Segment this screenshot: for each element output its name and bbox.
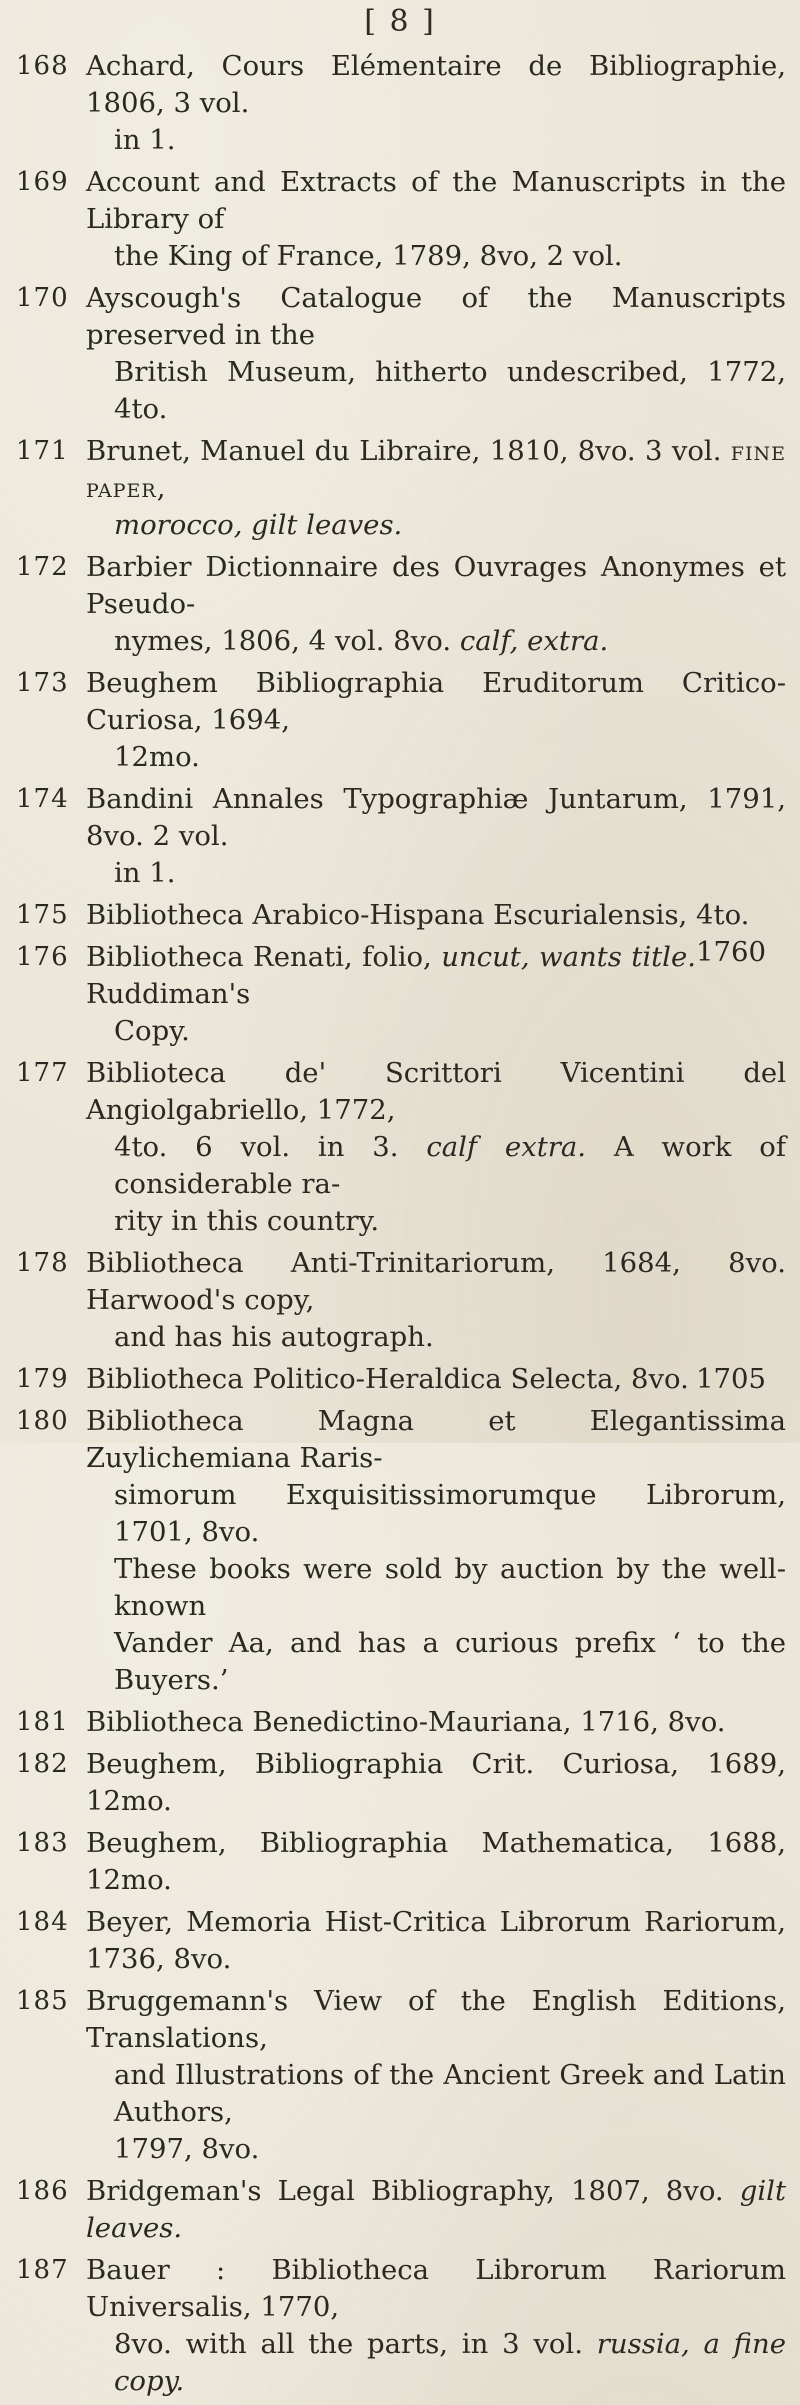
entry-number: 179 xyxy=(16,1364,69,1394)
catalogue-entry xyxy=(16,1746,786,1820)
entry-text: Bibliotheca Renati, folio, xyxy=(86,941,432,973)
entry-binding: uncut, wants title. xyxy=(441,941,696,973)
entry-line xyxy=(86,2326,786,2400)
entry-number: 170 xyxy=(16,283,69,313)
entry-line: and Illustrations of the Ancient Greek and Latin Authors, xyxy=(114,2059,786,2128)
entry-text: Brunet, Manuel du Libraire, 1810, 8vo. 3 vol. xyxy=(86,435,722,467)
entry-line: 1797, 8vo. xyxy=(114,2133,260,2165)
entry-line: Barbier Dictionnaire des Ouvrages Anonymes et Pseudo- xyxy=(86,551,786,620)
entry-line: Bauer : Bibliotheca Librorum Rariorum Universalis, 1770, xyxy=(86,2254,786,2323)
entry-line: the King of France, 1789, 8vo, 2 vol. xyxy=(114,240,623,272)
catalogue-entry xyxy=(16,1245,786,1356)
entry-line xyxy=(86,2173,786,2247)
entry-line xyxy=(86,1129,786,1203)
entry-date: 1705 xyxy=(696,1363,766,1395)
entry-text: Bibliotheca Politico-Heraldica Selecta, 8vo. xyxy=(86,1363,689,1395)
entry-number: 181 xyxy=(16,1707,69,1737)
entry-line: These books were sold by auction by the well-known xyxy=(114,1553,786,1622)
entry-number: 180 xyxy=(16,1406,69,1436)
catalogue-entry xyxy=(16,665,786,776)
entry-line: British Museum, hitherto undescribed, 1772, 4to. xyxy=(114,356,786,425)
entry-binding: calf extra. xyxy=(426,1131,587,1163)
entry-line: Bibliotheca Anti-Trinitariorum, 1684, 8vo. Harwood's copy, xyxy=(86,1247,786,1316)
entry-number: 169 xyxy=(16,167,69,197)
entry-text-tail: A work of considerable ra- xyxy=(114,1131,787,1200)
entry-text: nymes, 1806, 4 vol. 8vo. xyxy=(114,625,452,657)
entry-number: 178 xyxy=(16,1248,69,1278)
entry-text: Bridgeman's Legal Bibliography, 1807, 8vo. xyxy=(86,2175,724,2207)
catalogue-entry xyxy=(16,1403,786,1699)
catalogue-entry xyxy=(16,781,786,892)
entry-number: 173 xyxy=(16,668,69,698)
entry-line: Copy. xyxy=(114,1015,190,1047)
entry-line xyxy=(86,433,786,507)
entry-number: 171 xyxy=(16,436,69,466)
entry-line: Bandini Annales Typographiæ Juntarum, 1791, 8vo. 2 vol. xyxy=(86,783,786,852)
entry-line: 12mo. xyxy=(114,741,200,773)
catalogue-entry xyxy=(16,549,786,660)
catalogue-entry xyxy=(16,1825,786,1899)
entry-line: Biblioteca de' Scrittori Vicentini del Angiolgabriello, 1772, xyxy=(86,1057,786,1126)
entry-text: 4to. 6 vol. in 3. xyxy=(114,1131,399,1163)
entry-line: Beughem Bibliographia Eruditorum Critico-Curiosa, 1694, xyxy=(86,667,786,736)
entry-line: Bruggemann's View of the English Editions, Translations, xyxy=(86,1985,786,2054)
entry-line: morocco, gilt leaves. xyxy=(114,509,403,541)
entry-binding: calf, extra. xyxy=(459,625,609,657)
entry-line: Vander Aa, and has a curious prefix ‘ to the Buyers.’ xyxy=(114,1627,786,1696)
entry-number: 174 xyxy=(16,784,69,814)
entry-number: 183 xyxy=(16,1828,69,1858)
entry-line: Account and Extracts of the Manuscripts in the Library of xyxy=(86,166,786,235)
catalogue-entry xyxy=(16,1361,786,1398)
entry-number: 182 xyxy=(16,1749,69,1779)
catalogue-entry xyxy=(16,2252,786,2400)
catalogue-entry xyxy=(16,2173,786,2247)
catalogue-entry xyxy=(16,1055,786,1240)
catalogue-entry xyxy=(16,939,786,1050)
entry-line: simorum Exquisitissimorumque Librorum, 1701, 8vo. xyxy=(114,1479,786,1548)
entry-line xyxy=(86,623,786,660)
entry-number: 186 xyxy=(16,2176,69,2206)
entry-line: Beughem, Bibliographia Mathematica, 1688, 12mo. xyxy=(86,1827,786,1896)
entry-binding: russia, a fine copy. xyxy=(114,2328,786,2397)
entry-number: 184 xyxy=(16,1907,69,1937)
entry-line: Bibliotheca Benedictino-Mauriana, 1716, 8vo. xyxy=(86,1706,726,1738)
entry-note: fine paper, xyxy=(86,435,786,504)
catalogue-entry xyxy=(16,164,786,275)
entry-number: 185 xyxy=(16,1986,69,2016)
entry-binding: gilt leaves. xyxy=(86,2175,786,2244)
entry-number: 172 xyxy=(16,552,69,582)
entry-line: Achard, Cours Elémentaire de Bibliographie, 1806, 3 vol. xyxy=(86,50,786,119)
catalogue-entry xyxy=(16,48,786,159)
catalogue-entry xyxy=(16,433,786,544)
entry-text: Bibliotheca Arabico-Hispana Escurialensis, 4to. xyxy=(86,899,750,931)
entry-line: in 1. xyxy=(114,124,176,156)
entry-text-tail: Ruddiman's xyxy=(86,978,251,1010)
entry-line xyxy=(86,939,786,1013)
entry-text: 8vo. with all the parts, in 3 vol. xyxy=(114,2328,583,2360)
catalogue-entry xyxy=(16,280,786,428)
entry-line: Beughem, Bibliographia Crit. Curiosa, 1689, 12mo. xyxy=(86,1748,786,1817)
entry-number: 175 xyxy=(16,900,69,930)
entry-line: Ayscough's Catalogue of the Manuscripts preserved in the xyxy=(86,282,786,351)
entry-line xyxy=(86,1361,786,1398)
catalogue-entry xyxy=(16,1904,786,1978)
entry-date: 1760 xyxy=(696,936,766,968)
catalogue-entry xyxy=(16,1983,786,2168)
entry-number: 177 xyxy=(16,1058,69,1088)
entry-line: rity in this country. xyxy=(114,1205,380,1237)
entry-number: 187 xyxy=(16,2255,69,2285)
catalogue-entries xyxy=(16,48,786,2405)
catalogue-entry xyxy=(16,1704,786,1741)
page-number: [ 8 ] xyxy=(364,4,436,39)
entry-line: and has his autograph. xyxy=(114,1321,434,1353)
entry-number: 168 xyxy=(16,51,69,81)
entry-line: in 1. xyxy=(114,857,176,889)
entry-number: 176 xyxy=(16,942,69,972)
entry-line: Bibliotheca Magna et Elegantissima Zuylichemiana Raris- xyxy=(86,1405,786,1474)
entry-line: Beyer, Memoria Hist-Critica Librorum Rariorum, 1736, 8vo. xyxy=(86,1906,786,1975)
